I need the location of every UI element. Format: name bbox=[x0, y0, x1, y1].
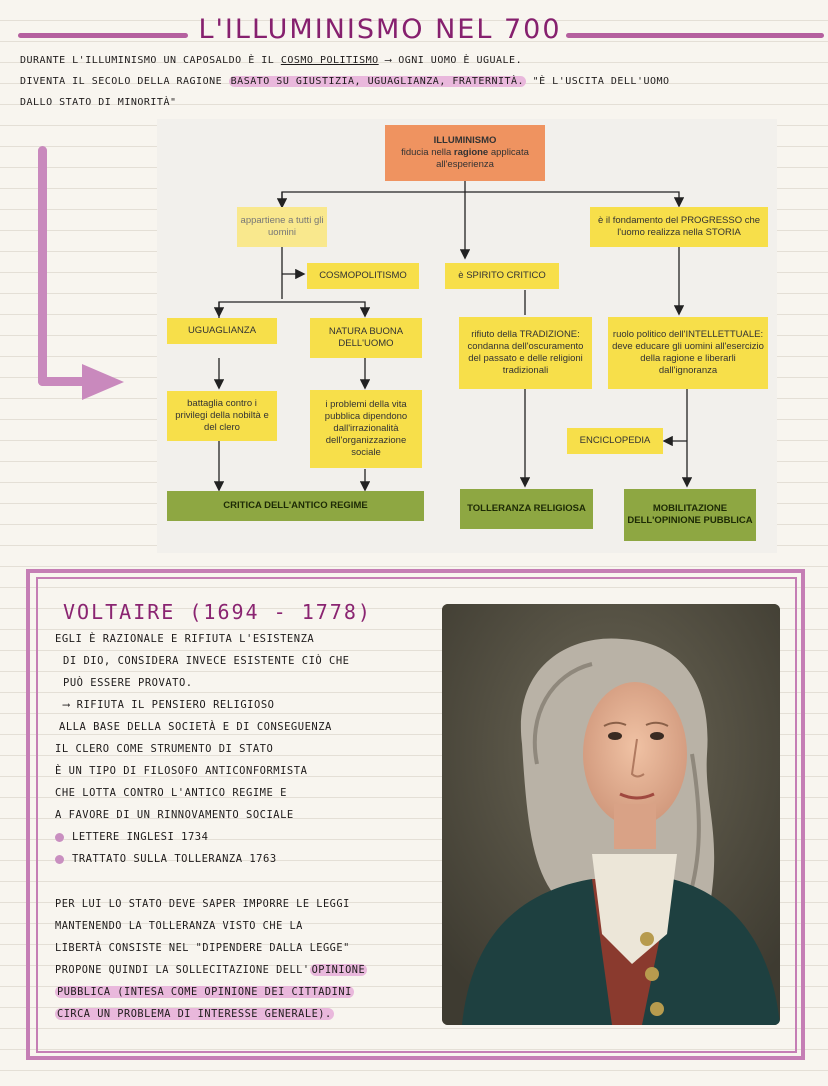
voltaire-line: DI DIO, CONSIDERA INVECE ESISTENTE CIÒ CHE bbox=[63, 655, 350, 667]
box-cosmopolitismo: COSMOPOLITISMO bbox=[307, 263, 419, 289]
voltaire-line: MANTENENDO LA TOLLERANZA VISTO CHE LA bbox=[55, 920, 303, 932]
intro-line-3: DALLO STATO DI MINORITÀ" bbox=[20, 97, 177, 108]
pink-arrow-stem bbox=[38, 146, 47, 386]
voltaire-line: PER LUI LO STATO DEVE SAPER IMPORRE LE LEGGI bbox=[55, 898, 350, 910]
box-problemi: i problemi della vita pubblica dipendono dall'irrazionalità dell'organizzazione sociale bbox=[310, 390, 422, 468]
intro-text bbox=[20, 50, 815, 113]
intro-line-2: DIVENTA IL SECOLO DELLA RAGIONE BASATO SU GIUSTIZIA, UGUAGLIANZA, FRATERNITÀ. "È L'USCITA DELL'UOMO bbox=[20, 76, 670, 87]
voltaire-line: LIBERTÀ CONSISTE NEL "DIPENDERE DALLA LEGGE" bbox=[55, 942, 350, 954]
box-illuminismo: ILLUMINISMO fiducia nella ragione applicata all'esperienza bbox=[385, 125, 545, 181]
voltaire-title: VOLTAIRE (1694 - 1778) bbox=[63, 600, 372, 624]
voltaire-line: CHE LOTTA CONTRO L'ANTICO REGIME E bbox=[55, 787, 287, 799]
voltaire-state-paragraph bbox=[55, 893, 425, 1025]
page-title: L'ILLUMINISMO NEL 700 bbox=[198, 14, 562, 45]
voltaire-line: ALLA BASE DELLA SOCIETÀ E DI CONSEGUENZA bbox=[59, 721, 332, 733]
box-progresso: è il fondamento del PROGRESSO che l'uomo realizza nella STORIA bbox=[590, 207, 768, 247]
box-battaglia: battaglia contro i privilegi della nobiltà e del clero bbox=[167, 391, 277, 441]
voltaire-line: EGLI È RAZIONALE E RIFIUTA L'ESISTENZA bbox=[55, 633, 315, 645]
voltaire-line: È UN TIPO DI FILOSOFO ANTICONFORMISTA bbox=[55, 765, 308, 777]
voltaire-line: PUBBLICA (INTESA COME OPINIONE DEI CITTADINI bbox=[57, 986, 352, 998]
voltaire-line: PROPONE QUINDI LA SOLLECITAZIONE DELL' OPINIONE bbox=[55, 964, 366, 976]
bullet-icon bbox=[55, 833, 64, 842]
box-tolleranza-religiosa: TOLLERANZA RELIGIOSA bbox=[460, 489, 593, 529]
box-critica-antico-regime: CRITICA DELL'ANTICO REGIME bbox=[167, 491, 424, 521]
box-mobilitazione: MOBILITAZIONE DELL'OPINIONE PUBBLICA bbox=[624, 489, 756, 541]
voltaire-line: A FAVORE DI UN RINNOVAMENTO SOCIALE bbox=[55, 809, 294, 821]
title-bar-left bbox=[18, 33, 188, 38]
voltaire-portrait bbox=[442, 604, 780, 1025]
voltaire-line: PUÒ ESSERE PROVATO. bbox=[63, 677, 193, 689]
intro-line-1: DURANTE L'ILLUMINISMO UN CAPOSALDO È IL COSMO POLITISMO ⟶ OGNI UOMO È UGUALE. bbox=[20, 55, 523, 66]
portrait-image bbox=[442, 604, 780, 1025]
bullet-icon bbox=[55, 855, 64, 864]
voltaire-line: IL CLERO COME STRUMENTO DI STATO bbox=[55, 743, 274, 755]
work-item: LETTERE INGLESI 1734 bbox=[55, 826, 435, 848]
concept-map bbox=[157, 119, 777, 553]
pink-arrow-head-icon bbox=[82, 364, 124, 400]
voltaire-line: ⟶ RIFIUTA IL PENSIERO RELIGIOSO bbox=[63, 699, 275, 711]
work-item: TRATTATO SULLA TOLLERANZA 1763 bbox=[55, 848, 435, 870]
box-intellettuale: ruolo politico dell'INTELLETTUALE: deve educare gli uomini all'esercizio della ragione e liberarli dall'ignoranza bbox=[608, 317, 768, 389]
box-tradizione: rifiuto della TRADIZIONE: condanna dell'oscuramento del passato e delle religioni tradizionali bbox=[459, 317, 592, 389]
voltaire-description bbox=[55, 628, 435, 870]
title-bar-right bbox=[566, 33, 824, 38]
box-spirito-critico: è SPIRITO CRITICO bbox=[445, 263, 559, 289]
box-appartiene: appartiene a tutti gli uomini bbox=[237, 207, 327, 247]
voltaire-line: CIRCA UN PROBLEMA DI INTERESSE GENERALE). bbox=[57, 1008, 332, 1020]
box-natura-buona: NATURA BUONA DELL'UOMO bbox=[310, 318, 422, 358]
box-enciclopedia: ENCICLOPEDIA bbox=[567, 428, 663, 454]
box-uguaglianza: UGUAGLIANZA bbox=[167, 318, 277, 344]
